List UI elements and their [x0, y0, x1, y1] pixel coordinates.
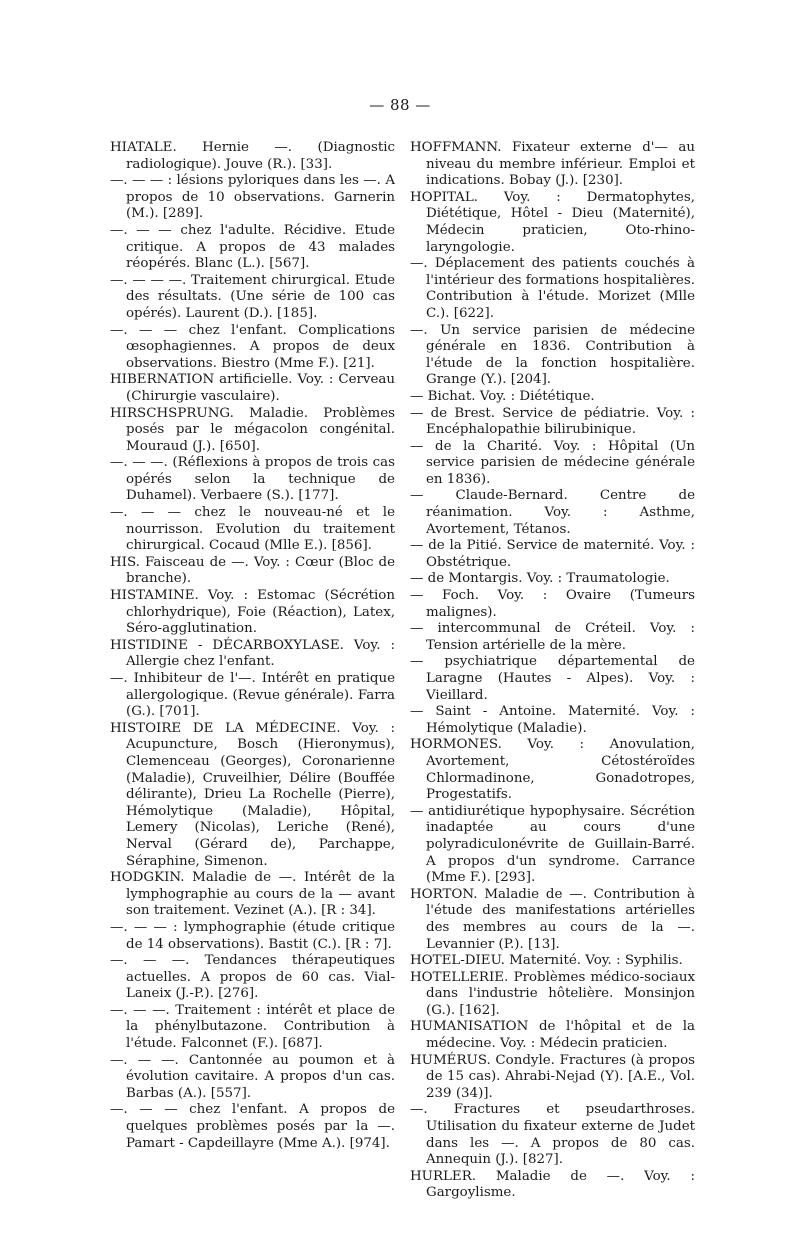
index-entry: HIATALE. Hernie —. (Diagnostic radiologique). Jouve (R.). [33]. — [110, 140, 395, 172]
index-entry: — de la Pitié. Service de maternité. Voy. : Obstétrique. — [410, 538, 695, 570]
index-entry: HISTAMINE. Voy. : Estomac (Sécrétion chlorhydrique), Foie (Réaction), Latex, Séro-agglutination. — [110, 588, 395, 637]
index-entry: — Bichat. Voy. : Diététique. — [410, 388, 595, 404]
index-entry: HOFFMANN. Fixateur externe d'— au niveau du membre inférieur. Emploi et indications. Bobay (J.). [230]. — [410, 140, 695, 189]
index-entry: HISTOIRE DE LA MÉDECINE. Voy. : Acupuncture, Bosch (Hieronymus), Clemenceau (Georges), Coronarienne (Maladie), Cruveilhier, Délire (Bouffée délirante), Drieu La Rochelle (Pierre), Hémolytique (Maladie), Hôpital, Lemery (Nicolas), Leriche (René), Nerval (Gérard de), Parchappe, Séraphine, Simenon. — [110, 720, 395, 869]
page-number: — 88 — — [369, 96, 431, 114]
index-entry: — psychiatrique départemental de Laragne (Hautes - Alpes). Voy. : Vieillard. — [410, 654, 695, 703]
index-entry: HIS. Faisceau de —. Voy. : Cœur (Bloc de branche). — [110, 554, 395, 587]
index-entry: — Claude-Bernard. Centre de réanimation. Voy. : Asthme, Avortement, Tétanos. — [410, 488, 695, 537]
index-entry: — de Brest. Service de pédiatrie. Voy. : Encéphalopathie bilirubinique. — [410, 405, 695, 438]
index-entry: —. — — : lésions pyloriques dans les —. A propos de 10 observations. Garnerin (M.). [289]. — [110, 173, 395, 222]
index-entry: — antidiurétique hypophysaire. Sécrétion inadaptée au cours d'une polyradiculonévrite de Guillain-Barré. A propos d'un syndrome. Carrance (Mme F.). [293]. — [410, 803, 695, 886]
index-entry: — de Montargis. Voy. : Traumatologie. — [410, 571, 670, 587]
index-entry: —. Fractures et pseudarthroses. Utilisation du fixateur externe de Judet dans les —. A propos de 80 cas. Annequin (J.). [827]. — [410, 1102, 695, 1168]
index-entry: —. — — chez le nouveau-né et le nourrisson. Evolution du traitement chirurgical. Cocaud (Mlle E.). [856]. — [110, 505, 395, 554]
index-entry: —. — —. Tendances thérapeutiques actuelles. A propos de 60 cas. Vial-Laneix (J.-P.). [276]. — [110, 953, 395, 1002]
index-entry: HODGKIN. Maladie de —. Intérêt de la lymphographie au cours de la — avant son traitement. Vezinet (A.). [R : 34]. — [110, 870, 395, 919]
index-entry: — Foch. Voy. : Ovaire (Tumeurs malignes). — [410, 588, 695, 620]
index-entry: — de la Charité. Voy. : Hôpital (Un service parisien de médecine générale en 1836). — [410, 438, 695, 487]
index-entry: HIBERNATION artificielle. Voy. : Cerveau (Chirurgie vasculaire). — [110, 372, 395, 404]
index-entry: HUMÉRUS. Condyle. Fractures (à propos de 15 cas). Ahrabi-Nejad (Y). [A.E., Vol. 239 (34)]. — [410, 1052, 695, 1101]
index-entry: —. Déplacement des patients couchés à l'intérieur des formations hospitalières. Contribution à l'étude. Morizet (Mlle C.). [622]. — [410, 256, 695, 321]
index-entry: HORMONES. Voy. : Anovulation, Avortement, Cétostéroïdes Chlormadinone, Gonadotropes, Progestatifs. — [410, 737, 695, 803]
index-entry: —. Inhibiteur de l'—. Intérêt en pratique allergologique. (Revue générale). Farra (G.). [701]. — [110, 671, 395, 720]
index-entry: HOTELLERIE. Problèmes médico-sociaux dans l'industrie hôtelière. Monsinjon (G.). [162]. — [410, 969, 695, 1018]
index-entry: —. — —. Cantonnée au poumon et à évolution cavitaire. A propos d'un cas. Barbas (A.). [557]. — [110, 1052, 395, 1101]
index-entry: HUMANISATION de l'hôpital et de la médecine. Voy. : Médecin praticien. — [410, 1019, 695, 1052]
left-column — [110, 140, 395, 1152]
index-entry: HISTIDINE - DÉCARBOXYLASE. Voy. : Allergie chez l'enfant. — [110, 637, 395, 670]
index-entry: — intercommunal de Créteil. Voy. : Tension artérielle de la mère. — [410, 621, 695, 653]
index-entry: HOPITAL. Voy. : Dermatophytes, Diététique, Hôtel - Dieu (Maternité), Médecin praticien, Oto-rhino-laryngologie. — [410, 189, 695, 255]
index-entry: —. — — : lymphographie (étude critique de 14 observations). Bastit (C.). [R : 7]. — [110, 919, 395, 952]
index-entry: HIRSCHSPRUNG. Maladie. Problèmes posés par le mégacolon congénital. Mouraud (J.). [650]. — [110, 405, 395, 454]
index-entry: —. — — chez l'enfant. A propos de quelques problèmes posés par la —. Pamart - Capdeillayre (Mme A.). [974]. — [110, 1102, 395, 1151]
index-entry: —. Un service parisien de médecine générale en 1836. Contribution à l'étude de la fonction hospitalière. Grange (Y.). [204]. — [410, 322, 695, 388]
index-entry: HORTON. Maladie de —. Contribution à l'étude des manifestations artérielles des membres au cours de la —. Levannier (P.). [13]. — [410, 886, 695, 952]
index-entry: —. — —. (Réflexions à propos de trois cas opérés selon la technique de Duhamel). Verbaere (S.). [177]. — [110, 455, 395, 504]
index-entry: — Saint - Antoine. Maternité. Voy. : Hémolytique (Maladie). — [410, 704, 695, 736]
index-entry: HURLER. Maladie de —. Voy. : Gargoylisme. — [410, 1168, 695, 1201]
right-column — [410, 140, 695, 1202]
index-entry: HOTEL-DIEU. Maternité. Voy. : Syphilis. — [410, 953, 683, 969]
index-entry: —. — — chez l'adulte. Récidive. Etude critique. A propos de 43 malades réopérés. Blanc (L.). [567]. — [110, 222, 395, 272]
index-entry: —. — —. Traitement : intérêt et place de la phénylbutazone. Contribution à l'étude. Falconnet (F.). [687]. — [110, 1002, 395, 1052]
index-entry: —. — — chez l'enfant. Complications œsophagiennes. A propos de deux observations. Biestro (Mme F.). [21]. — [110, 322, 395, 371]
index-entry: —. — — —. Traitement chirurgical. Etude des résultats. (Une série de 100 cas opérés). Laurent (D.). [185]. — [110, 272, 395, 321]
